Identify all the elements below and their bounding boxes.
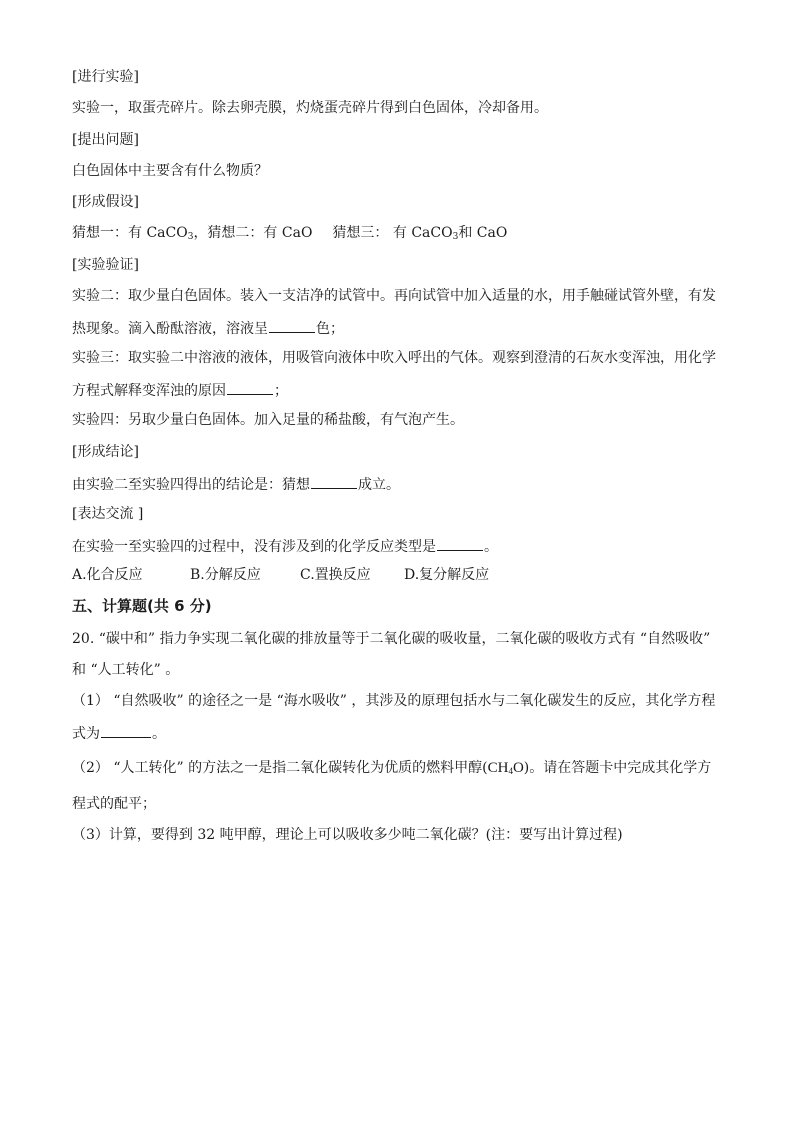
- heading-conclusion: [形成结论]: [72, 444, 139, 460]
- hypotheses-line: [72, 224, 507, 242]
- methanol-formula: $CH_4O$: [487, 760, 524, 776]
- question-20-2-line-2: 程式的配平；: [72, 796, 156, 812]
- option-b[interactable]: B.分解反应: [190, 567, 261, 583]
- experiment-3-line-1: 实验三：取实验二中溶液的液体，用吸管向液体中吹入呼出的气体。观察到澄清的石灰水变浑浊，用化学: [72, 350, 716, 366]
- heading-hypothesis: [形成假设]: [72, 194, 139, 210]
- experiment-3-line-2: 方程式解释变浑浊的原因 ；: [72, 380, 288, 400]
- answer-blank-hypothesis[interactable]: [311, 474, 357, 489]
- conclusion-line: 由实验二至实验四得出的结论是：猜想 成立。: [72, 474, 400, 494]
- question-20-line-2: 和 “人工转化” 。: [72, 662, 180, 678]
- question-20-2-line-1: （2） “人工转化” 的方法之一是指二氧化碳转化为优质的燃料甲醇$(CH_4O)$。请在答题卡中完成其化学方: [72, 760, 712, 776]
- hypothesis-2: ，猜想二：有 CaO: [193, 225, 313, 241]
- heading-verify: [实验验证]: [72, 257, 139, 273]
- option-c[interactable]: C.置换反应: [300, 567, 371, 583]
- hypothesis-3: 猜想三： 有 CaCO$_3$和 CaO: [332, 225, 508, 242]
- question-20-1-line-2: 式为 。: [72, 723, 166, 743]
- answer-blank-equation[interactable]: [227, 380, 273, 395]
- question-20-line-1: 20. “碳中和” 指力争实现二氧化碳的排放量等于二氧化碳的吸收量，二氧化碳的吸收方式有 “自然吸收”: [72, 631, 711, 647]
- answer-blank-equation-2[interactable]: [101, 723, 151, 738]
- section-5-title: 五、计算题(共 6 分): [72, 597, 212, 615]
- experiment-4-text: 实验四：另取少量白色固体。加入足量的稀盐酸，有气泡产生。: [72, 412, 464, 428]
- question-text: 白色固体中主要含有什么物质？: [72, 163, 268, 179]
- experiment-2-line-1: 实验二：取少量白色固体。装入一支洁净的试管中。再向试管中加入适量的水，用手触碰试管外壁，有发: [72, 288, 716, 304]
- question-20-3-text: （3）计算，要得到 32 吨甲醇，理论上可以吸收多少吨二氧化碳？(注：要写出计算过程): [72, 827, 623, 843]
- option-d[interactable]: D.复分解反应: [404, 567, 490, 583]
- exchange-line: 在实验一至实验四的过程中，没有涉及到的化学反应类型是 。: [72, 536, 498, 556]
- option-a[interactable]: A.化合反应: [72, 567, 143, 583]
- answer-blank-reaction-type[interactable]: [437, 536, 483, 551]
- heading-question: [提出问题]: [72, 132, 139, 148]
- experiment-2-line-2: 热现象。滴入酚酞溶液，溶液呈 色；: [72, 318, 344, 338]
- hypothesis-1: 猜想一：有 CaCO$_3$: [72, 225, 194, 242]
- experiment-1-text: 实验一，取蛋壳碎片。除去卵壳膜，灼烧蛋壳碎片得到白色固体，冷却备用。: [72, 100, 548, 116]
- heading-experiment: [进行实验]: [72, 69, 139, 85]
- heading-exchange: [表达交流 ]: [72, 506, 144, 522]
- answer-blank-color[interactable]: [269, 318, 315, 333]
- question-20-1-line-1: （1） “自然吸收” 的途径之一是 “海水吸收” ，其涉及的原理包括水与二氧化碳发生的反应，其化学方程: [72, 693, 716, 709]
